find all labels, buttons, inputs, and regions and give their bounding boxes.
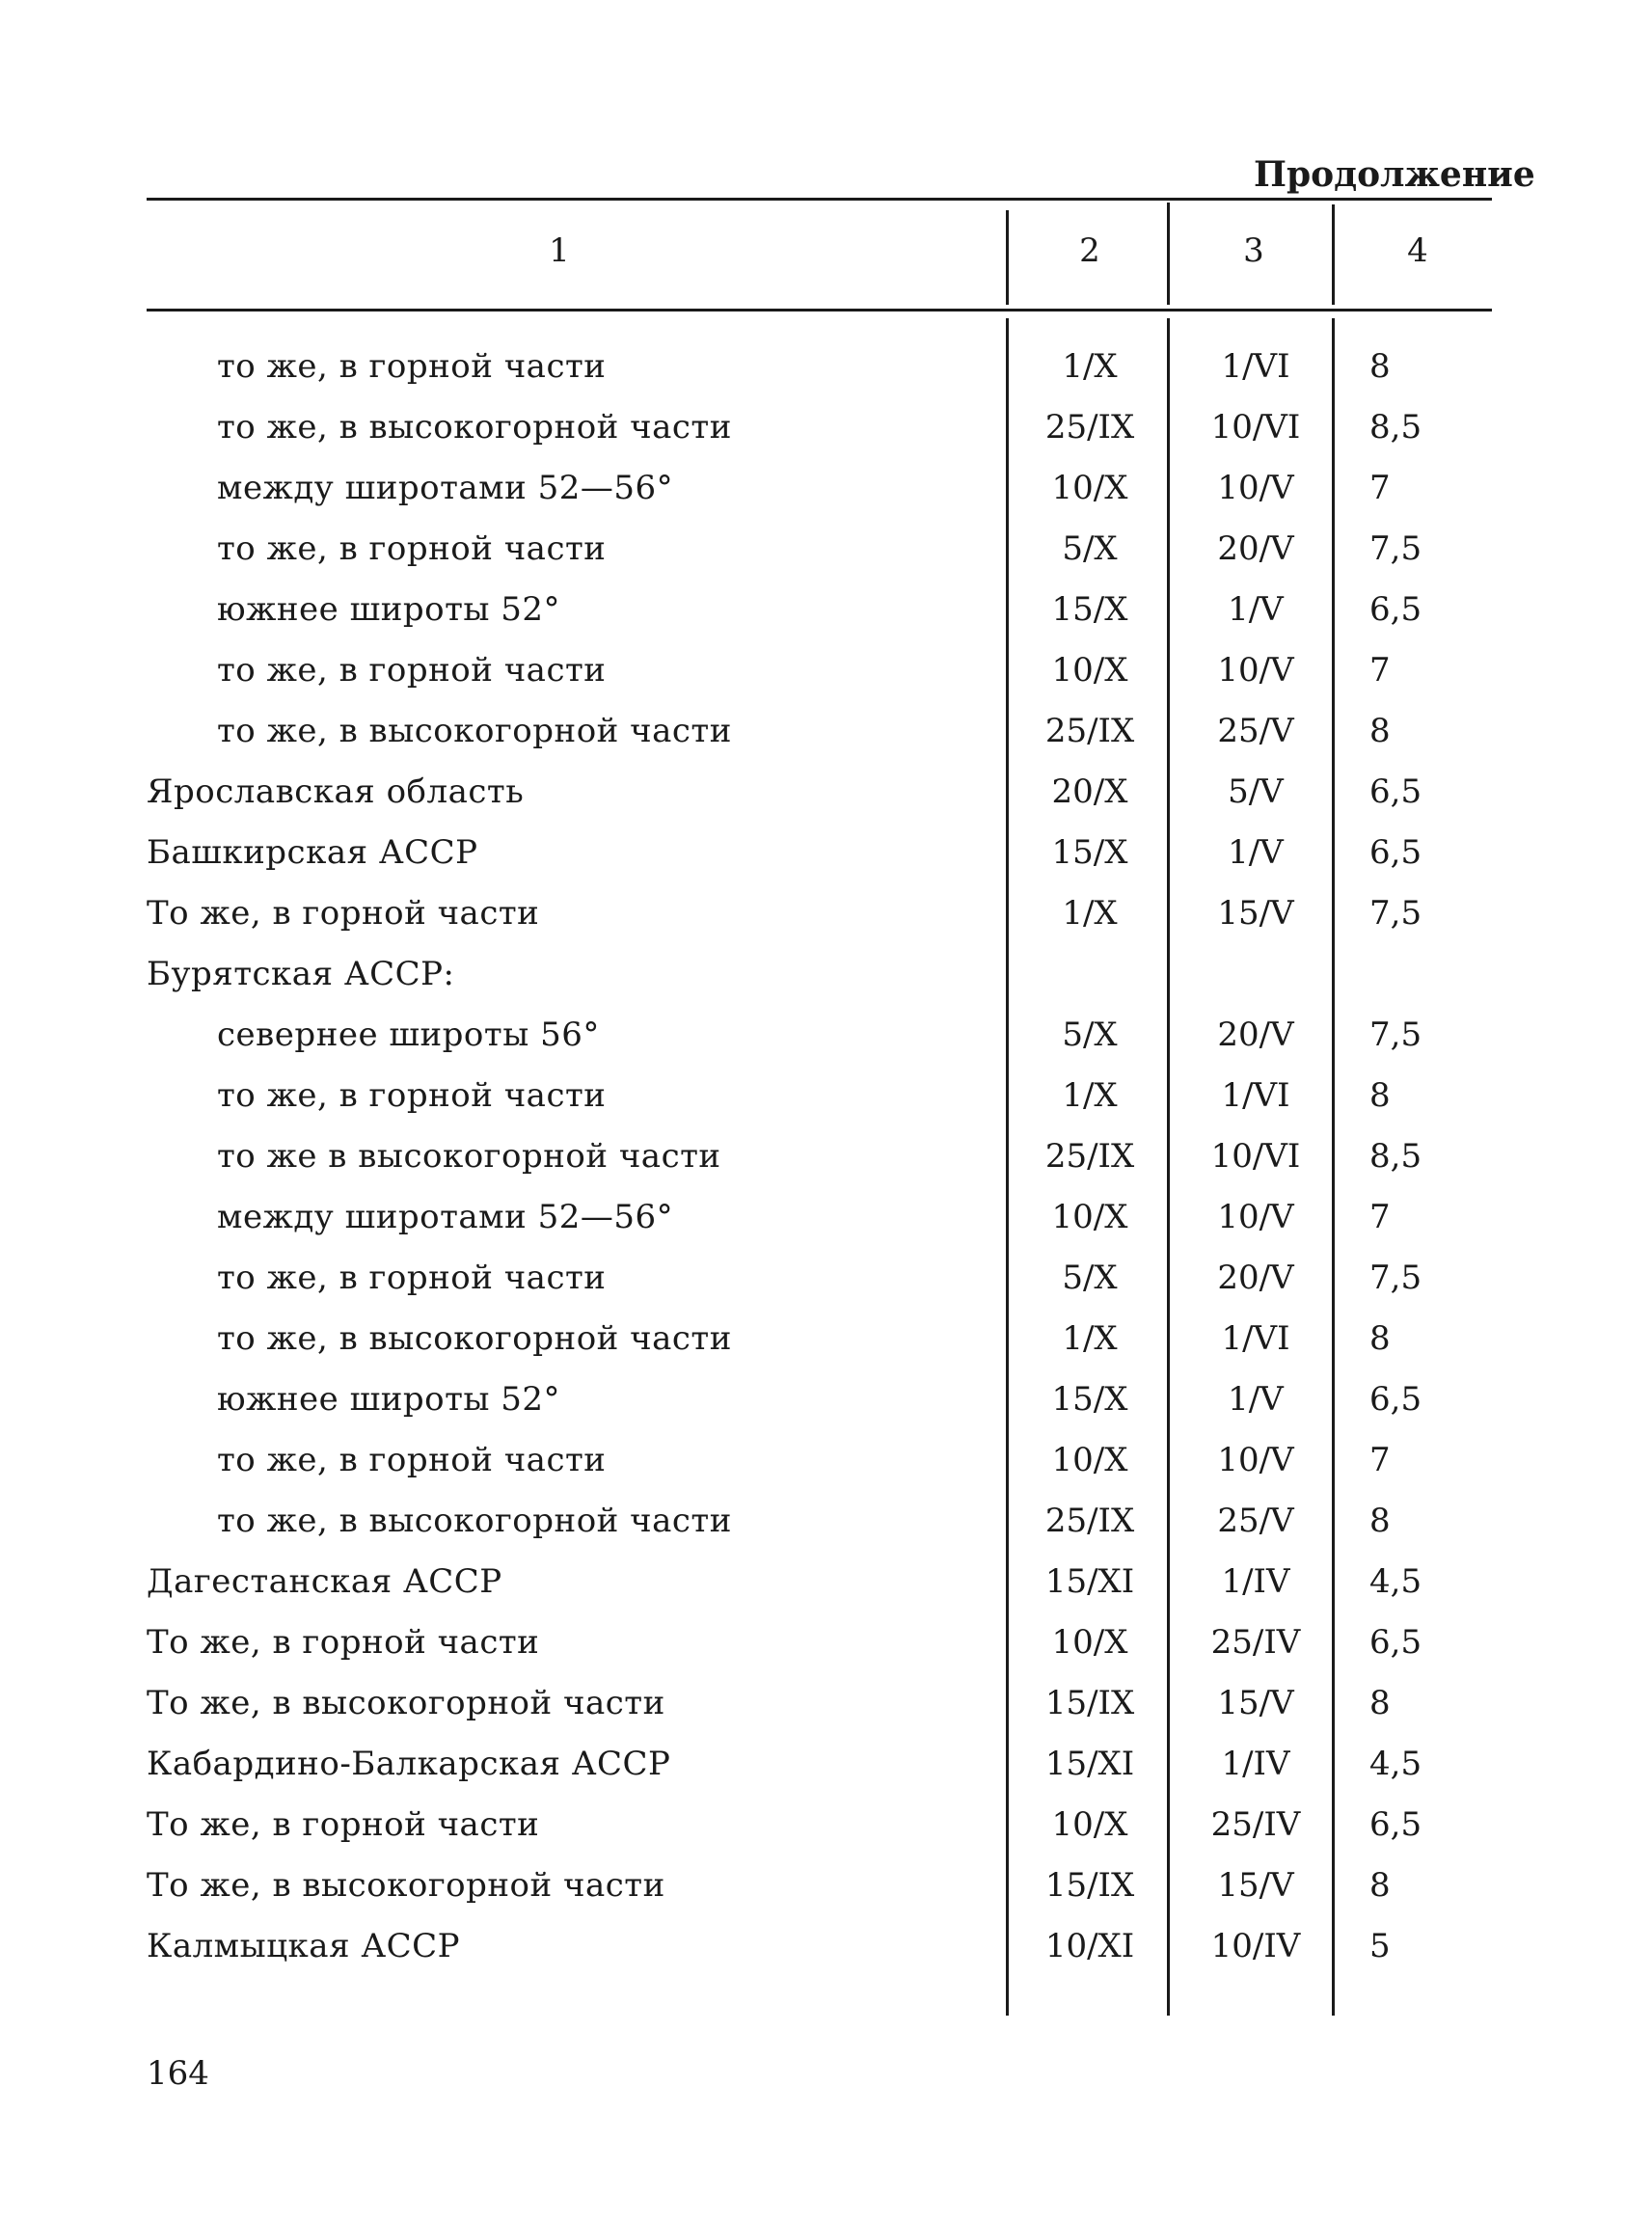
row-value-2: 10/X bbox=[1051, 469, 1128, 507]
row-value-3: 10/VI bbox=[1210, 408, 1301, 447]
row-value-3: 10/VI bbox=[1210, 1137, 1301, 1176]
row-value-3: 10/V bbox=[1217, 651, 1294, 690]
table-top-rule bbox=[147, 198, 1492, 201]
column-header-1: 1 bbox=[549, 231, 570, 270]
row-label: Башкирская АССР bbox=[147, 833, 478, 872]
row-value-2: 10/XI bbox=[1044, 1927, 1135, 1965]
row-value-2: 25/IX bbox=[1044, 712, 1135, 750]
row-value-4: 8 bbox=[1369, 712, 1391, 750]
table-row bbox=[0, 1016, 1652, 1076]
table-row bbox=[0, 469, 1652, 529]
row-value-3: 20/V bbox=[1217, 529, 1294, 568]
row-label: то же, в высокогорной части bbox=[217, 712, 732, 750]
table-row bbox=[0, 651, 1652, 712]
row-value-4: 6,5 bbox=[1369, 833, 1422, 872]
column-divider-3-4 bbox=[1332, 204, 1335, 305]
row-value-3: 25/V bbox=[1217, 1502, 1294, 1540]
table-row bbox=[0, 1866, 1652, 1927]
row-value-4: 7 bbox=[1369, 651, 1391, 690]
continuation-label: Продолжение bbox=[1254, 154, 1535, 195]
table-row bbox=[0, 1562, 1652, 1623]
row-label: то же, в горной части bbox=[217, 529, 607, 568]
row-value-2: 10/X bbox=[1051, 1805, 1128, 1844]
row-value-2: 5/X bbox=[1062, 1016, 1118, 1054]
column-header-4: 4 bbox=[1407, 231, 1428, 270]
row-label: То же, в горной части bbox=[147, 1805, 540, 1844]
table-row bbox=[0, 1805, 1652, 1866]
table-row bbox=[0, 712, 1652, 772]
row-value-3: 25/V bbox=[1217, 712, 1294, 750]
row-value-4: 8 bbox=[1369, 347, 1391, 386]
row-value-3: 10/V bbox=[1217, 1441, 1294, 1479]
row-label: То же, в высокогорной части bbox=[147, 1684, 665, 1722]
row-value-2: 15/IX bbox=[1044, 1866, 1135, 1905]
row-value-4: 7 bbox=[1369, 469, 1391, 507]
row-value-2: 1/X bbox=[1062, 1319, 1118, 1358]
row-value-2: 15/XI bbox=[1044, 1745, 1135, 1783]
row-value-4: 7 bbox=[1369, 1441, 1391, 1479]
row-value-2: 10/X bbox=[1051, 1198, 1128, 1236]
row-value-3: 10/IV bbox=[1210, 1927, 1301, 1965]
row-value-3: 1/V bbox=[1228, 1380, 1284, 1419]
table-row bbox=[0, 1623, 1652, 1684]
row-value-4: 8 bbox=[1369, 1319, 1391, 1358]
table-row bbox=[0, 1684, 1652, 1745]
row-value-4: 4,5 bbox=[1369, 1745, 1422, 1783]
row-value-4: 8,5 bbox=[1369, 408, 1422, 447]
table-row bbox=[0, 1319, 1652, 1380]
table-row bbox=[0, 408, 1652, 469]
row-label: то же, в высокогорной части bbox=[217, 1502, 732, 1540]
row-value-3: 10/V bbox=[1217, 1198, 1294, 1236]
table-row bbox=[0, 529, 1652, 590]
table-row bbox=[0, 1198, 1652, 1259]
row-value-2: 15/X bbox=[1051, 590, 1128, 629]
row-label: То же, в горной части bbox=[147, 894, 540, 933]
row-value-3: 1/V bbox=[1228, 590, 1284, 629]
row-value-4: 6,5 bbox=[1369, 772, 1422, 811]
row-value-3: 15/V bbox=[1217, 894, 1294, 933]
row-value-2: 25/IX bbox=[1044, 1502, 1135, 1540]
table-row bbox=[0, 590, 1652, 651]
row-value-4: 8 bbox=[1369, 1866, 1391, 1905]
row-value-4: 5 bbox=[1369, 1927, 1391, 1965]
row-value-4: 6,5 bbox=[1369, 1380, 1422, 1419]
row-label: между широтами 52—56° bbox=[217, 1198, 674, 1236]
page-number: 164 bbox=[147, 2054, 209, 2093]
row-value-4: 7,5 bbox=[1369, 1259, 1422, 1297]
table-row bbox=[0, 1927, 1652, 1988]
column-divider-2-3 bbox=[1167, 203, 1170, 305]
row-value-4: 6,5 bbox=[1369, 1623, 1422, 1662]
row-value-4: 8 bbox=[1369, 1076, 1391, 1115]
row-value-3: 1/VI bbox=[1221, 347, 1290, 386]
row-value-2: 15/X bbox=[1051, 1380, 1128, 1419]
row-value-3: 1/VI bbox=[1221, 1076, 1290, 1115]
row-value-2: 15/X bbox=[1051, 833, 1128, 872]
row-value-3: 1/VI bbox=[1221, 1319, 1290, 1358]
row-value-4: 7,5 bbox=[1369, 1016, 1422, 1054]
row-value-2: 5/X bbox=[1062, 1259, 1118, 1297]
row-value-2: 25/IX bbox=[1044, 408, 1135, 447]
row-label: между широтами 52—56° bbox=[217, 469, 674, 507]
table-row bbox=[0, 1076, 1652, 1137]
table-row bbox=[0, 1502, 1652, 1562]
row-value-4: 4,5 bbox=[1369, 1562, 1422, 1601]
row-label: то же, в горной части bbox=[217, 1259, 607, 1297]
row-value-4: 7,5 bbox=[1369, 894, 1422, 933]
row-value-3: 15/V bbox=[1217, 1866, 1294, 1905]
row-value-2: 10/X bbox=[1051, 651, 1128, 690]
row-value-4: 8 bbox=[1369, 1684, 1391, 1722]
table-row bbox=[0, 1441, 1652, 1502]
row-label: Бурятская АССР: bbox=[147, 955, 455, 993]
row-value-2: 1/X bbox=[1062, 894, 1118, 933]
row-value-4: 6,5 bbox=[1369, 1805, 1422, 1844]
column-header-3: 3 bbox=[1243, 231, 1264, 270]
row-value-2: 1/X bbox=[1062, 1076, 1118, 1115]
row-label: Кабардино-Балкарская АССР bbox=[147, 1745, 671, 1783]
row-value-2: 25/IX bbox=[1044, 1137, 1135, 1176]
row-value-4: 7,5 bbox=[1369, 529, 1422, 568]
row-value-2: 10/X bbox=[1051, 1623, 1128, 1662]
row-value-4: 8 bbox=[1369, 1502, 1391, 1540]
row-label: то же, в горной части bbox=[217, 651, 607, 690]
row-value-4: 8,5 bbox=[1369, 1137, 1422, 1176]
row-label: южнее широты 52° bbox=[217, 1380, 561, 1419]
row-value-3: 25/IV bbox=[1210, 1623, 1301, 1662]
row-value-3: 1/IV bbox=[1221, 1562, 1290, 1601]
row-value-3: 1/IV bbox=[1221, 1745, 1290, 1783]
row-value-2: 1/X bbox=[1062, 347, 1118, 386]
table-row bbox=[0, 894, 1652, 955]
row-value-2: 20/X bbox=[1051, 772, 1128, 811]
row-value-3: 5/V bbox=[1228, 772, 1284, 811]
row-label: то же, в горной части bbox=[217, 1076, 607, 1115]
table-row bbox=[0, 772, 1652, 833]
row-value-4: 7 bbox=[1369, 1198, 1391, 1236]
table-header-rule bbox=[147, 309, 1492, 311]
row-label: Калмыцкая АССР bbox=[147, 1927, 460, 1965]
row-label: Ярославская область bbox=[147, 772, 525, 811]
row-label: То же, в высокогорной части bbox=[147, 1866, 665, 1905]
row-value-2: 15/IX bbox=[1044, 1684, 1135, 1722]
row-value-3: 20/V bbox=[1217, 1259, 1294, 1297]
table-row bbox=[0, 1380, 1652, 1441]
row-label: то же, в высокогорной части bbox=[217, 408, 732, 447]
row-label: то же в высокогорной части bbox=[217, 1137, 721, 1176]
table-row bbox=[0, 347, 1652, 408]
row-value-2: 5/X bbox=[1062, 529, 1118, 568]
row-label: То же, в горной части bbox=[147, 1623, 540, 1662]
row-label: то же, в горной части bbox=[217, 347, 607, 386]
row-value-3: 10/V bbox=[1217, 469, 1294, 507]
table-row bbox=[0, 1259, 1652, 1319]
row-label: севернее широты 56° bbox=[217, 1016, 600, 1054]
column-header-2: 2 bbox=[1079, 231, 1100, 270]
row-label: южнее широты 52° bbox=[217, 590, 561, 629]
row-value-2: 10/X bbox=[1051, 1441, 1128, 1479]
row-value-2: 15/XI bbox=[1044, 1562, 1135, 1601]
row-value-3: 1/V bbox=[1228, 833, 1284, 872]
row-value-4: 6,5 bbox=[1369, 590, 1422, 629]
column-divider-1-2 bbox=[1006, 210, 1009, 305]
row-label: Дагестанская АССР bbox=[147, 1562, 502, 1601]
table-row bbox=[0, 1137, 1652, 1198]
row-label: то же, в горной части bbox=[217, 1441, 607, 1479]
table-row bbox=[0, 1745, 1652, 1805]
row-value-3: 15/V bbox=[1217, 1684, 1294, 1722]
table-row bbox=[0, 955, 1652, 1016]
row-value-3: 25/IV bbox=[1210, 1805, 1301, 1844]
row-label: то же, в высокогорной части bbox=[217, 1319, 732, 1358]
row-value-3: 20/V bbox=[1217, 1016, 1294, 1054]
table-row bbox=[0, 833, 1652, 894]
